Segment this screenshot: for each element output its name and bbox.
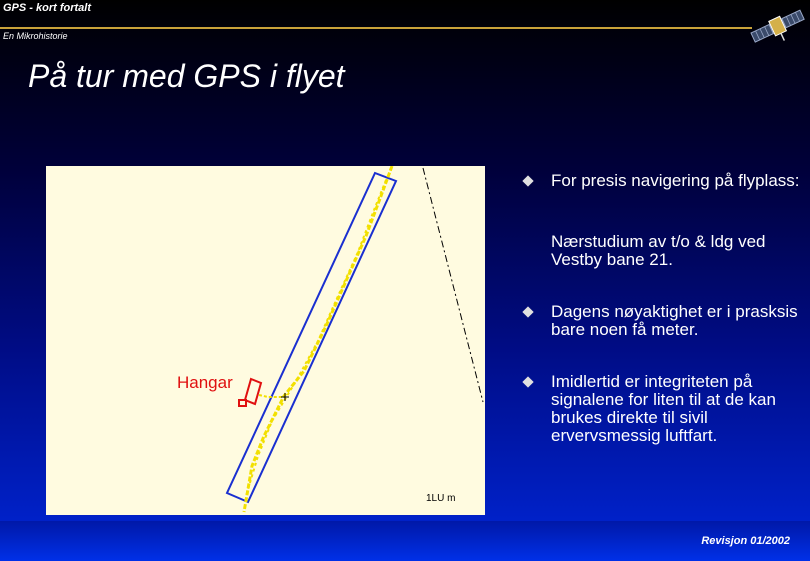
diamond-bullet-icon bbox=[522, 306, 533, 317]
footer-bar bbox=[0, 521, 810, 561]
slide-title: På tur med GPS i flyet bbox=[28, 58, 345, 94]
gps-track bbox=[244, 166, 392, 512]
bullet-text: For presis navigering på flyplass: bbox=[551, 171, 800, 190]
header-subtitle: En Mikrohistorie bbox=[3, 31, 68, 41]
header-title: GPS - kort fortalt bbox=[3, 2, 92, 14]
revision-label: Revisjon 01/2002 bbox=[701, 535, 790, 547]
diamond-bullet-icon bbox=[522, 175, 533, 186]
map-reference-line bbox=[423, 168, 483, 402]
hangar-marker bbox=[239, 400, 246, 406]
scale-label: 1LU m bbox=[426, 493, 456, 504]
gps-track-secondary bbox=[246, 180, 386, 496]
header-rule bbox=[0, 27, 752, 29]
bullet-text: Nærstudium av t/o & ldg ved Vestby bane 21. bbox=[551, 232, 766, 269]
satellite-icon bbox=[748, 2, 808, 52]
bullet-text: Imidlertid er integriteten på signalene for liten til at de kan brukes direkte til sivil ervervsmessig luftfart. bbox=[551, 372, 776, 445]
hangar-label: Hangar bbox=[177, 373, 233, 392]
map-figure bbox=[46, 166, 485, 515]
hangar-outline bbox=[245, 379, 261, 404]
diamond-bullet-icon bbox=[522, 376, 533, 387]
bullet-text: Dagens nøyaktighet er i prasksis bare noen få meter. bbox=[551, 302, 798, 339]
